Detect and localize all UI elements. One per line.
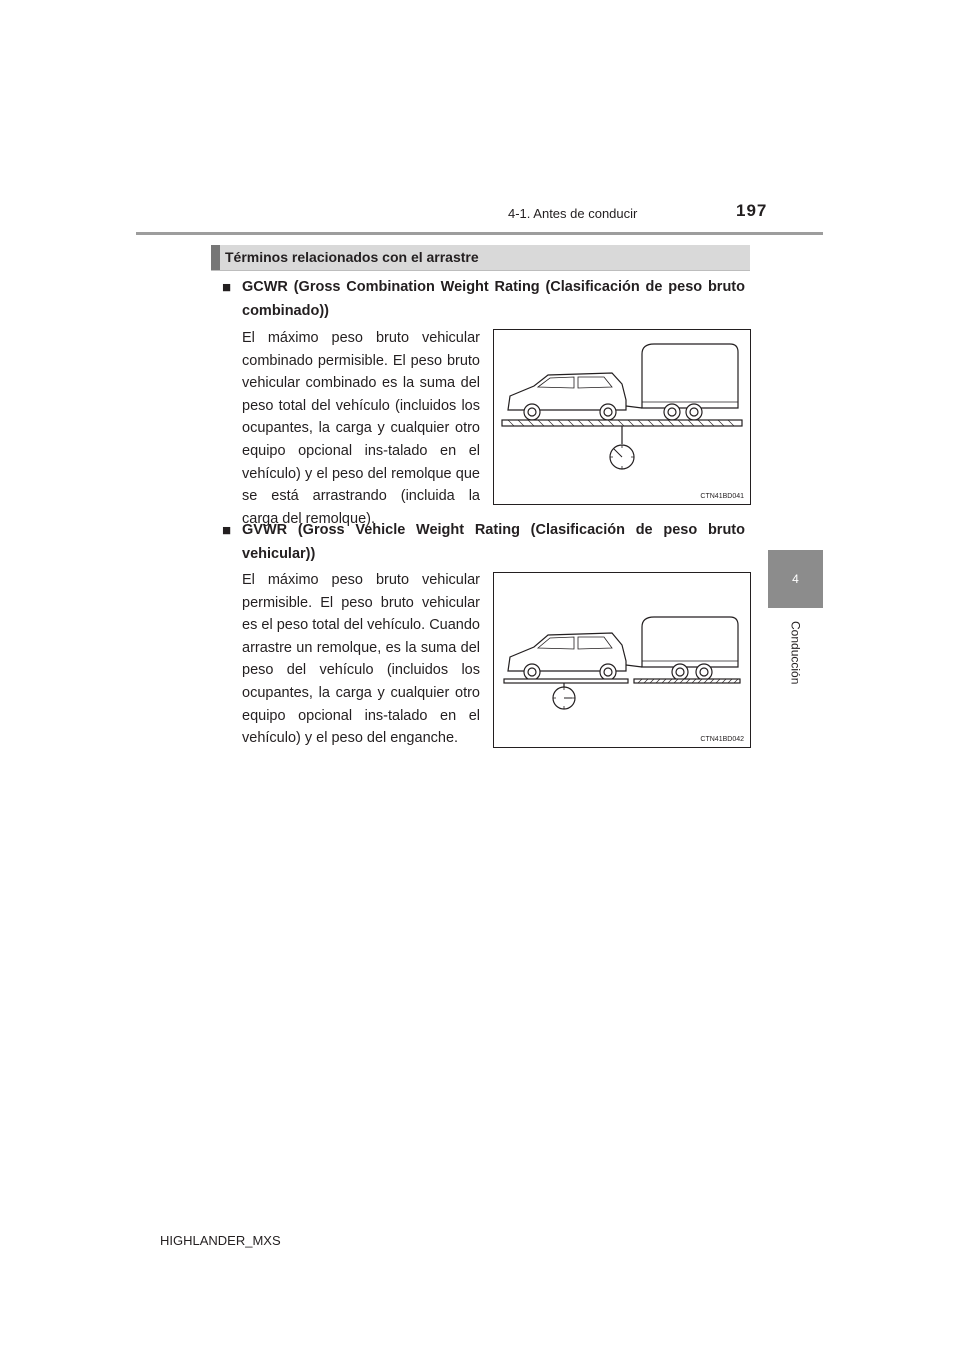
section-header-bar	[211, 245, 220, 270]
tow-hitch	[626, 406, 642, 408]
trailer-wheel-1	[664, 404, 680, 420]
item-heading-text: GVWR (Gross Vehicle Weight Rating (Clasificación de peso bruto vehicular))	[242, 522, 745, 562]
item-body-text: El máximo peso bruto vehicular combinado permisible. El peso bruto vehicular combinado es la suma del peso total del vehículo (incluidos los ocupantes, la carga y cualquier otro equipo opcional ins-talado en el vehículo) y el peso del remolque que se está arrastrando (incluida la carga del remolque).	[242, 330, 480, 527]
chapter-number: 4	[792, 572, 799, 586]
square-bullet-icon: ■	[222, 522, 232, 539]
figure-gvwr	[493, 572, 751, 748]
item-body-gcwr	[242, 327, 480, 530]
scale-gauge-icon	[610, 445, 634, 469]
figure-code: CTN41BD042	[700, 736, 744, 743]
footer-model: HIGHLANDER_MXS	[160, 1233, 281, 1248]
trailer-body	[642, 344, 738, 408]
chapter-title: Conducción	[788, 621, 803, 685]
chapter-tab-number	[768, 550, 823, 608]
square-bullet-icon: ■	[222, 279, 232, 296]
figure-gvwr-illustration	[494, 573, 750, 747]
scale-platform	[502, 420, 742, 426]
trailer-wheel-2	[696, 664, 712, 680]
trailer-wheel-2	[686, 404, 702, 420]
trailer-wheel-1	[672, 664, 688, 680]
item-heading-gvwr	[222, 518, 745, 566]
suv-rear-wheel	[600, 404, 616, 420]
figure-code: CTN41BD041	[700, 493, 744, 500]
suv-front-wheel	[524, 404, 540, 420]
item-body-text: El máximo peso bruto vehicular permisible. El peso bruto vehicular es el peso total del vehículo. Cuando arrastre un remolque, es la suma del peso del vehículo (incluidos los ocupantes, la carga y cualquier otro equipo opcional ins-talado en el vehículo) y el peso del enganche.	[242, 572, 480, 747]
item-heading-text: GCWR (Gross Combination Weight Rating (Clasificación de peso bruto combinado))	[242, 279, 745, 319]
trailer-body	[642, 617, 738, 667]
item-heading-gcwr	[222, 275, 745, 323]
header-section-title: 4-1. Antes de conducir	[508, 206, 638, 221]
header-rule	[136, 232, 823, 235]
section-title: Términos relacionados con el arrastre	[225, 249, 479, 265]
suv-rear-wheel	[600, 664, 616, 680]
figure-gcwr	[493, 329, 751, 505]
figure-gcwr-illustration	[494, 330, 750, 504]
suv-front-wheel	[524, 664, 540, 680]
tow-hitch	[626, 665, 642, 667]
page-number: 197	[736, 201, 768, 220]
section-header	[211, 245, 750, 271]
item-body-gvwr	[242, 569, 480, 750]
scale-platform	[504, 679, 628, 683]
chapter-tab-title	[768, 608, 823, 698]
